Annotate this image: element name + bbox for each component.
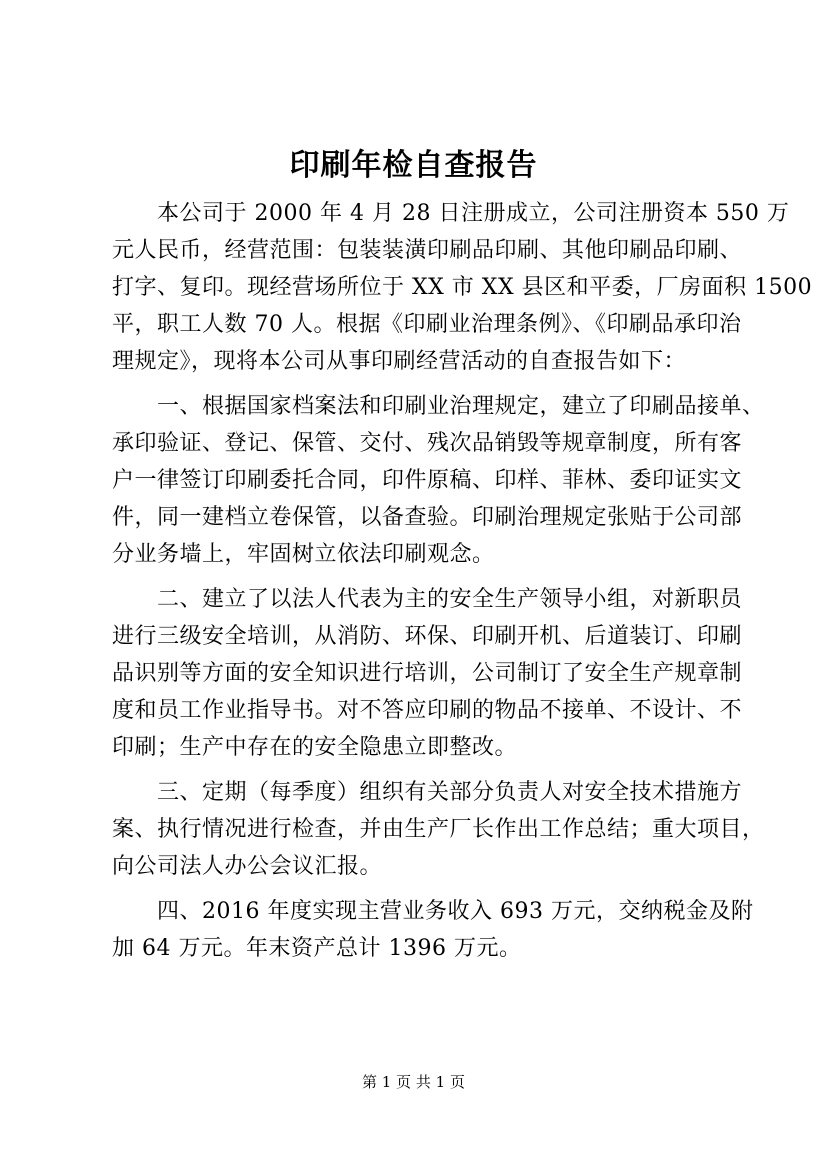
text-line: 品识别等方面的安全知识进行培训，公司制订了安全生产规章制 bbox=[112, 661, 743, 686]
text-line: 进行三级安全培训，从消防、环保、印刷开机、后道装订、印刷 bbox=[112, 624, 743, 649]
text-line: 度和员工作业指导书。对不答应印刷的物品不接单、不设计、不 bbox=[112, 698, 743, 723]
paragraph-spacer bbox=[112, 885, 740, 893]
paragraph-section-1 bbox=[112, 388, 765, 573]
paragraph-spacer bbox=[112, 573, 740, 581]
text-line: 分业务墙上，牢固树立依法印刷观念。 bbox=[112, 542, 495, 567]
paragraph-spacer bbox=[112, 380, 740, 388]
paragraph-intro bbox=[112, 195, 813, 380]
text-line: 元人民币，经营范围：包装装潢印刷品印刷、其他印刷品印刷、 bbox=[112, 238, 743, 263]
page-number: 第 1 页 共 1 页 bbox=[362, 1073, 465, 1091]
text-line: 印刷；生产中存在的安全隐患立即整改。 bbox=[112, 735, 518, 760]
text-line: 承印验证、登记、保管、交付、残次品销毁等规章制度，所有客 bbox=[112, 431, 743, 456]
text-line: 户一律签订印刷委托合同，印件原稿、印样、菲林、委印证实文 bbox=[112, 468, 743, 493]
text-line: 件，同一建档立卷保管，以备查验。印刷治理规定张贴于公司部 bbox=[112, 505, 743, 530]
paragraph-section-3 bbox=[112, 774, 765, 885]
text-line: 加 64 万元。年末资产总计 1396 万元。 bbox=[112, 936, 522, 961]
text-line: 向公司法人办公会议汇报。 bbox=[112, 854, 383, 879]
text-line: 打字、复印。现经营场所位于 XX 市 XX 县区和平委，厂房面积 1500 bbox=[112, 275, 813, 300]
text-line: 四、2016 年度实现主营业务收入 693 万元，交纳税金及附 bbox=[112, 899, 754, 924]
text-line: 二、建立了以法人代表为主的安全生产领导小组，对新职员 bbox=[112, 587, 743, 612]
text-line: 案、执行情况进行检查，并由生产厂长作出工作总结；重大项目， bbox=[112, 817, 765, 842]
text-line: 理规定》，现将本公司从事印刷经营活动的自查报告如下： bbox=[112, 349, 687, 374]
paragraph-section-2 bbox=[112, 581, 743, 766]
document-title: 印刷年检自查报告 bbox=[289, 148, 538, 183]
text-line: 三、定期（每季度）组织有关部分负责人对安全技术措施方 bbox=[112, 780, 743, 805]
text-line: 一、根据国家档案法和印刷业治理规定，建立了印刷品接单、 bbox=[112, 394, 765, 419]
text-line: 平，职工人数 70 人。根据《印刷业治理条例》、《印刷品承印治 bbox=[112, 312, 742, 337]
paragraph-section-4 bbox=[112, 893, 754, 967]
document-body bbox=[112, 195, 813, 967]
paragraph-spacer bbox=[112, 766, 740, 774]
text-line: 本公司于 2000 年 4 月 28 日注册成立，公司注册资本 550 万 bbox=[112, 201, 790, 226]
